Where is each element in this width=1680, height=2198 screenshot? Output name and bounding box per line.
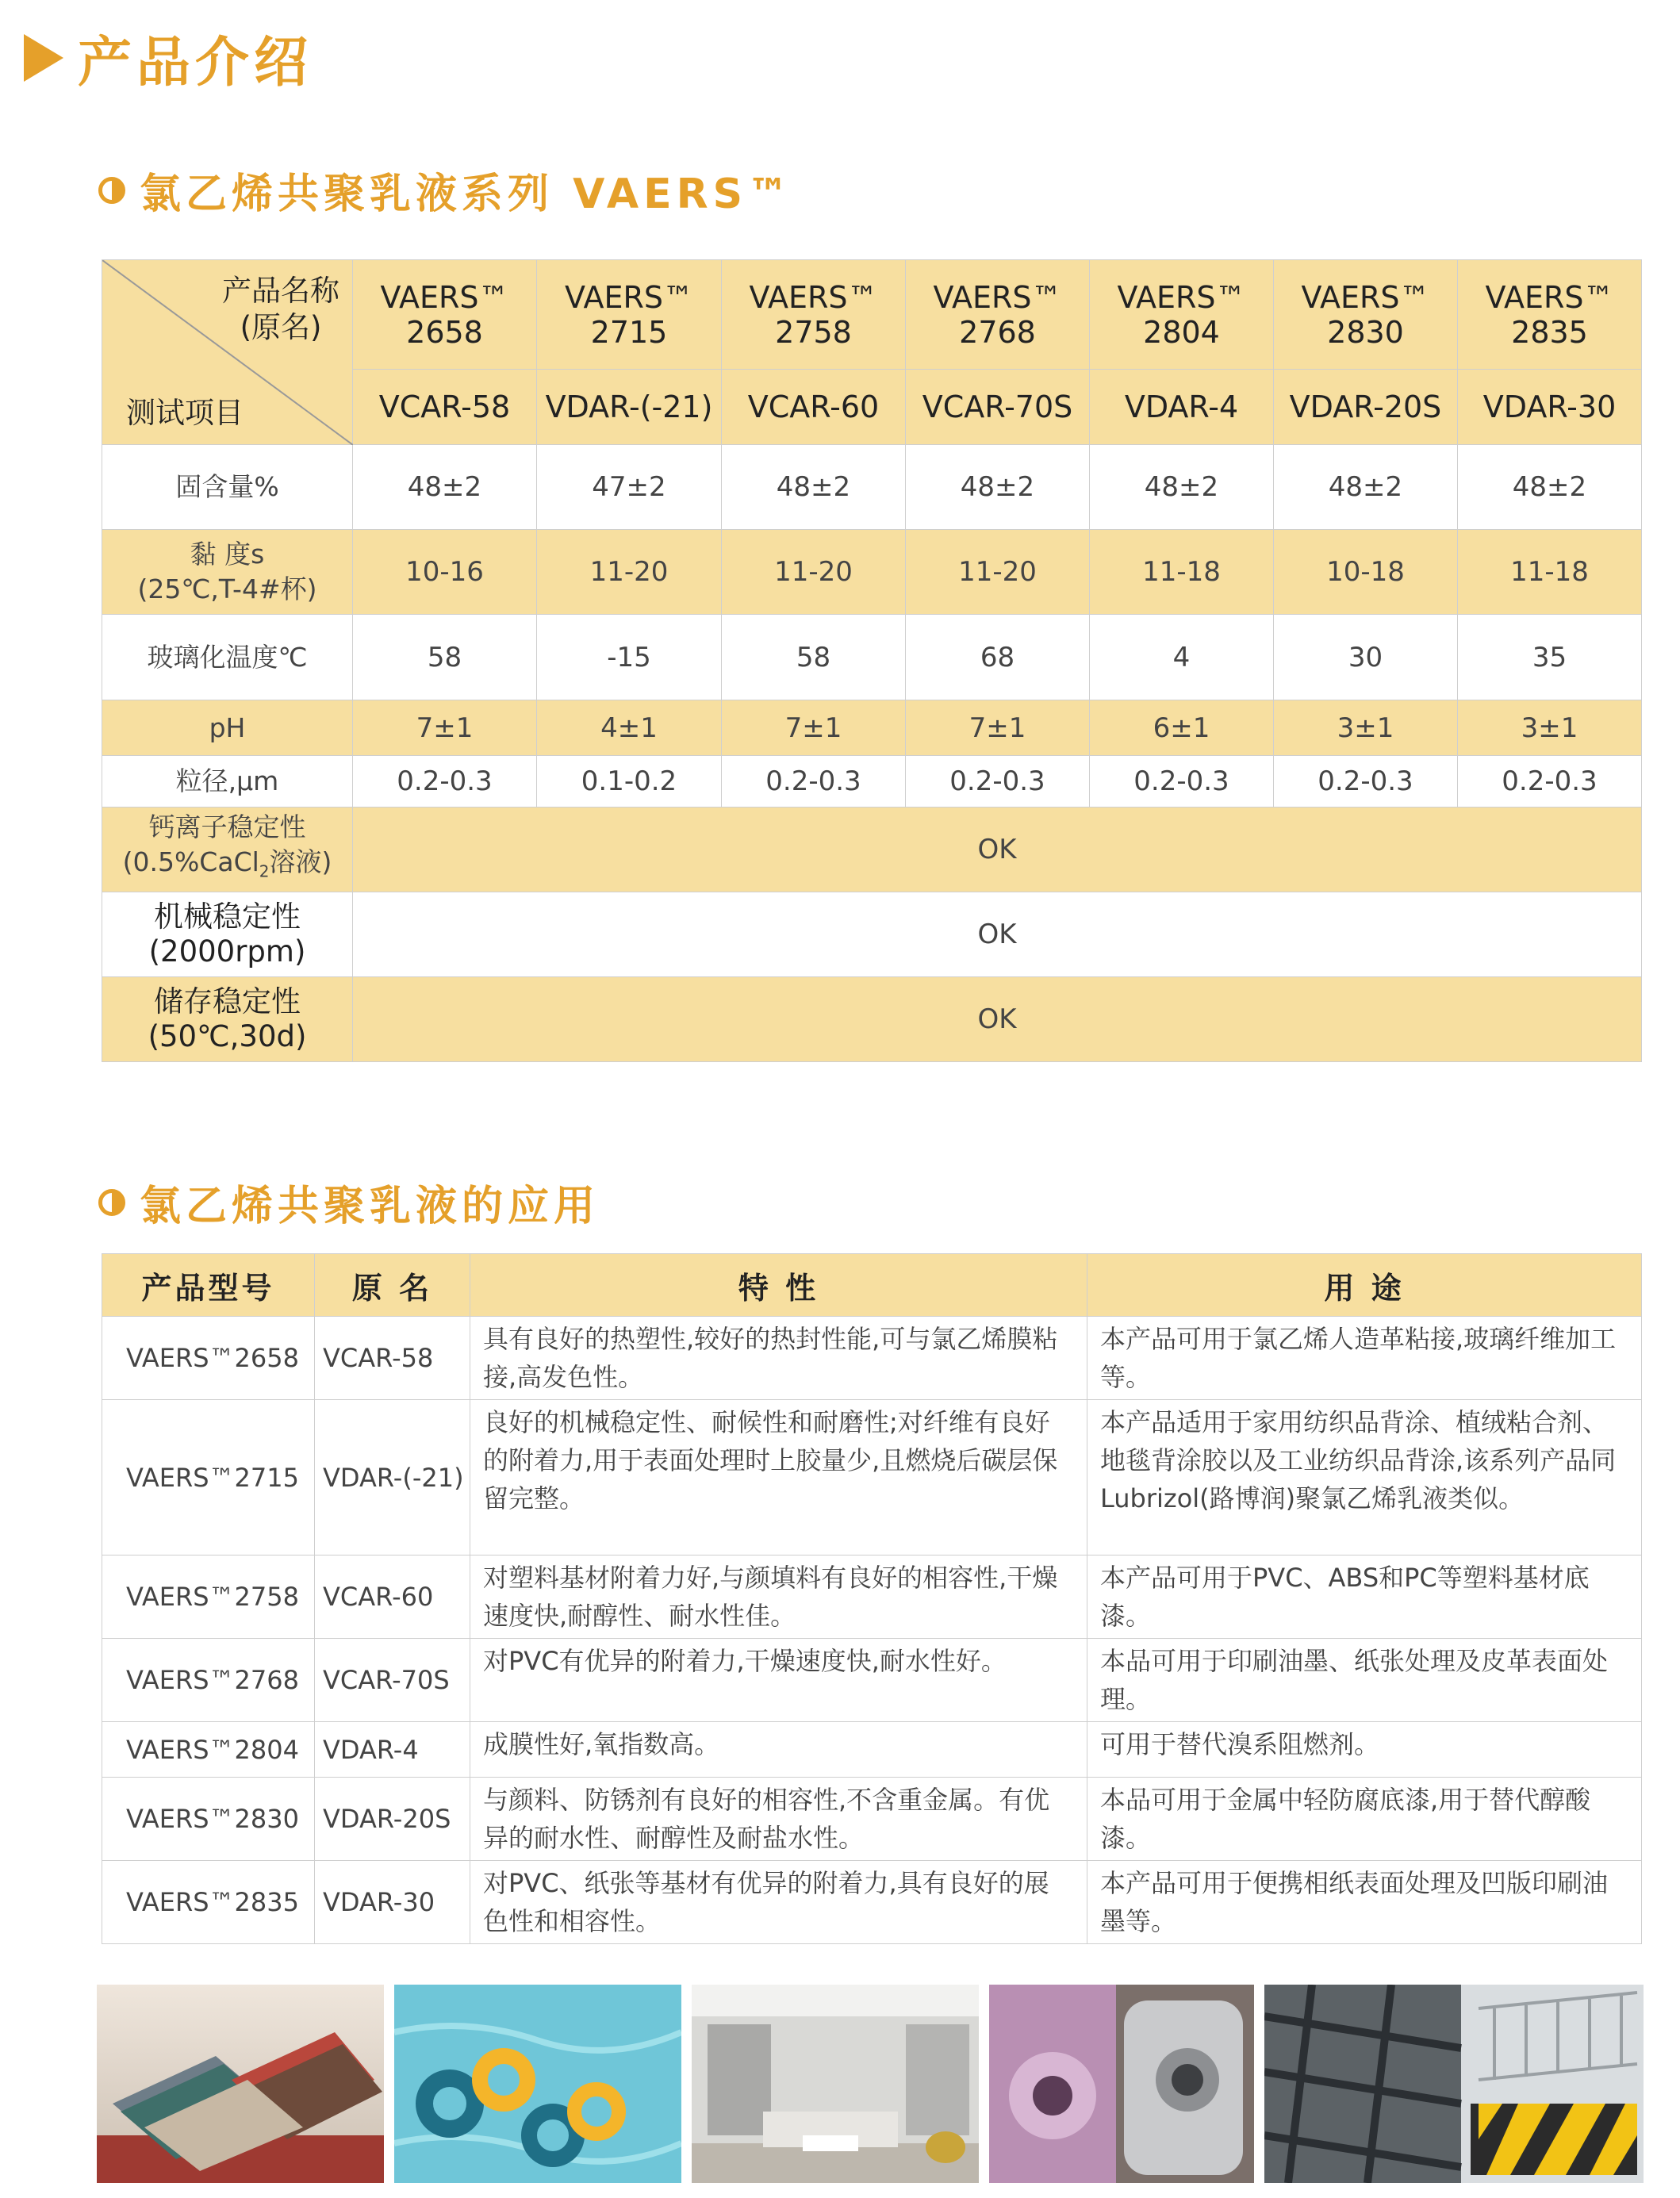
spec-product-header: VAERS™ 2804 — [1090, 260, 1274, 370]
spec-cell: 11-20 — [537, 530, 722, 615]
spec-cell: 68 — [906, 615, 1090, 700]
spec-cell: 11-20 — [906, 530, 1090, 615]
table-row — [102, 1317, 1642, 1400]
app-original: VDAR-20S — [315, 1778, 470, 1861]
spec-cell: 3±1 — [1274, 700, 1458, 756]
spec-table — [102, 259, 1642, 1062]
app-use: 本产品可用于氯乙烯人造革粘接,玻璃纤维加工等。 — [1087, 1317, 1642, 1400]
spec-original-name: VDAR-20S — [1274, 370, 1458, 445]
spec-cell: 11-18 — [1458, 530, 1642, 615]
app-model: VAERS™2715 — [102, 1400, 315, 1555]
spec-cell: 7±1 — [906, 700, 1090, 756]
app-use: 本产品可用于PVC、ABS和PC等塑料基材底漆。 — [1087, 1555, 1642, 1639]
spec-product-header: VAERS™ 2835 — [1458, 260, 1642, 370]
spec-cell: 48±2 — [722, 445, 906, 530]
section-title-application — [98, 1172, 600, 1232]
spec-original-name: VDAR-30 — [1458, 370, 1642, 445]
appliance-photo — [989, 1985, 1254, 2183]
living-room-photo — [692, 1985, 979, 2183]
app-feature: 具有良好的热塑性,较好的热封性能,可与氯乙烯膜粘接,高发色性。 — [470, 1317, 1087, 1400]
leather-samples-photo — [97, 1985, 384, 2183]
spec-cell: 11-18 — [1090, 530, 1274, 615]
spec-cell: 48±2 — [906, 445, 1090, 530]
table-row — [102, 1861, 1642, 1944]
app-feature: 对PVC、纸张等基材有优异的附着力,具有良好的展色性和相容性。 — [470, 1861, 1087, 1944]
spec-row-particle — [102, 756, 1642, 807]
spec-row-ph — [102, 700, 1642, 756]
spec-cell: 4 — [1090, 615, 1274, 700]
section-title-series-text: 氯乙烯共聚乳液系列 VAERS™ — [140, 171, 794, 218]
spec-original-name: VCAR-60 — [722, 370, 906, 445]
app-original: VDAR-(-21) — [315, 1400, 470, 1555]
spec-product-header: VAERS™ 2768 — [906, 260, 1090, 370]
spec-cell: 0.2-0.3 — [353, 756, 537, 807]
spec-cell: 58 — [353, 615, 537, 700]
spec-original-name: VCAR-58 — [353, 370, 537, 445]
app-model: VAERS™2758 — [102, 1555, 315, 1639]
app-use: 本产品可用于便携相纸表面处理及凹版印刷油墨等。 — [1087, 1861, 1642, 1944]
app-feature: 与颜料、防锈剂有良好的相容性,不含重金属。有优异的耐水性、耐醇性及耐盐水性。 — [470, 1778, 1087, 1861]
spec-cell: 35 — [1458, 615, 1642, 700]
spec-cell: 0.2-0.3 — [1090, 756, 1274, 807]
app-original: VCAR-60 — [315, 1555, 470, 1639]
pool-rings-photo — [394, 1985, 681, 2183]
app-feature: 对PVC有优异的附着力,干燥速度快,耐水性好。 — [470, 1639, 1087, 1722]
spec-original-name: VDAR-4 — [1090, 370, 1274, 445]
app-original: VCAR-70S — [315, 1639, 470, 1722]
application-photo-strip — [97, 1985, 1644, 2183]
spec-cell: 4±1 — [537, 700, 722, 756]
half-circle-icon — [98, 1189, 125, 1216]
table-row — [102, 1639, 1642, 1722]
spec-row-mechanical — [102, 892, 1642, 977]
spec-cell: 0.1-0.2 — [537, 756, 722, 807]
spec-row-solids — [102, 445, 1642, 530]
table-row — [102, 1722, 1642, 1778]
spec-cell: 6±1 — [1090, 700, 1274, 756]
spec-cell: 11-20 — [722, 530, 906, 615]
app-use: 可用于替代溴系阻燃剂。 — [1087, 1722, 1642, 1778]
app-use: 本产品适用于家用纺织品背涂、植绒粘合剂、地毯背涂胶以及工业纺织品背涂,该系列产品同Lubrizol(路博润)聚氯乙烯乳液类似。 — [1087, 1400, 1642, 1555]
triangle-marker-icon — [24, 34, 63, 82]
app-model: VAERS™2830 — [102, 1778, 315, 1861]
spec-row-label: 粒径,μm — [102, 756, 353, 807]
page-title-text: 产品介绍 — [78, 31, 313, 94]
app-use: 本品可用于印刷油墨、纸张处理及皮革表面处理。 — [1087, 1639, 1642, 1722]
spec-merged-value: OK — [353, 807, 1642, 892]
spec-product-header: VAERS™ 2758 — [722, 260, 906, 370]
app-feature: 良好的机械稳定性、耐候性和耐磨性;对纤维有良好的附着力,用于表面处理时上胶量少,且燃烧后碳层保留完整。 — [470, 1400, 1087, 1555]
spec-cell: 48±2 — [1090, 445, 1274, 530]
spec-cell: 0.2-0.3 — [722, 756, 906, 807]
section-title-series — [98, 160, 793, 220]
table-row — [102, 1400, 1642, 1555]
spec-cell: 48±2 — [1274, 445, 1458, 530]
steel-structure-photo — [1264, 1985, 1644, 2183]
table-row — [102, 1778, 1642, 1861]
spec-original-name: VDAR-(-21) — [537, 370, 722, 445]
spec-product-header: VAERS™ 2658 — [353, 260, 537, 370]
spec-corner-cell — [102, 260, 353, 445]
spec-cell: 48±2 — [353, 445, 537, 530]
page-title — [24, 22, 313, 94]
table-row — [102, 1555, 1642, 1639]
spec-row-label: 黏 度s (25℃,T-4#杯) — [102, 530, 353, 615]
spec-cell: 7±1 — [722, 700, 906, 756]
app-feature: 对塑料基材附着力好,与颜填料有良好的相容性,干燥速度快,耐醇性、耐水性佳。 — [470, 1555, 1087, 1639]
spec-cell: 0.2-0.3 — [1274, 756, 1458, 807]
app-original: VDAR-30 — [315, 1861, 470, 1944]
spec-product-header: VAERS™ 2830 — [1274, 260, 1458, 370]
section-title-application-text: 氯乙烯共聚乳液的应用 — [140, 1183, 600, 1230]
app-original: VDAR-4 — [315, 1722, 470, 1778]
spec-row-label: 玻璃化温度℃ — [102, 615, 353, 700]
application-table — [102, 1253, 1642, 1944]
app-header-use: 用 途 — [1087, 1254, 1642, 1317]
spec-merged-value: OK — [353, 977, 1642, 1062]
spec-row-tg — [102, 615, 1642, 700]
spec-cell: 3±1 — [1458, 700, 1642, 756]
spec-row-calcium — [102, 807, 1642, 892]
spec-cell: 47±2 — [537, 445, 722, 530]
spec-cell: 48±2 — [1458, 445, 1642, 530]
spec-row-viscosity — [102, 530, 1642, 615]
app-model: VAERS™2768 — [102, 1639, 315, 1722]
app-header-original: 原 名 — [315, 1254, 470, 1317]
app-model: VAERS™2804 — [102, 1722, 315, 1778]
spec-product-header: VAERS™ 2715 — [537, 260, 722, 370]
spec-row-label: 机械稳定性 (2000rpm) — [102, 892, 353, 977]
spec-cell: 0.2-0.3 — [906, 756, 1090, 807]
spec-cell: 10-16 — [353, 530, 537, 615]
spec-cell: 10-18 — [1274, 530, 1458, 615]
app-original: VCAR-58 — [315, 1317, 470, 1400]
spec-row-label: 固含量% — [102, 445, 353, 530]
spec-cell: -15 — [537, 615, 722, 700]
app-model: VAERS™2835 — [102, 1861, 315, 1944]
spec-cell: 30 — [1274, 615, 1458, 700]
app-header-model: 产品型号 — [102, 1254, 315, 1317]
spec-row-label: 储存稳定性 (50℃,30d) — [102, 977, 353, 1062]
app-use: 本品可用于金属中轻防腐底漆,用于替代醇酸漆。 — [1087, 1778, 1642, 1861]
app-model: VAERS™2658 — [102, 1317, 315, 1400]
corner-test-item: 测试项目 — [126, 396, 244, 430]
half-circle-icon — [98, 177, 125, 204]
app-feature: 成膜性好,氧指数高。 — [470, 1722, 1087, 1778]
spec-row-storage — [102, 977, 1642, 1062]
app-header-feature: 特 性 — [470, 1254, 1087, 1317]
spec-row-label: 钙离子稳定性 (0.5%CaCl$_2$溶液) — [102, 807, 353, 892]
spec-original-name: VCAR-70S — [906, 370, 1090, 445]
corner-original-name: (原名) — [240, 310, 322, 344]
spec-cell: 0.2-0.3 — [1458, 756, 1642, 807]
spec-merged-value: OK — [353, 892, 1642, 977]
corner-product-name: 产品名称 — [222, 274, 339, 308]
spec-cell: 58 — [722, 615, 906, 700]
spec-row-label: pH — [102, 700, 353, 756]
spec-cell: 7±1 — [353, 700, 537, 756]
